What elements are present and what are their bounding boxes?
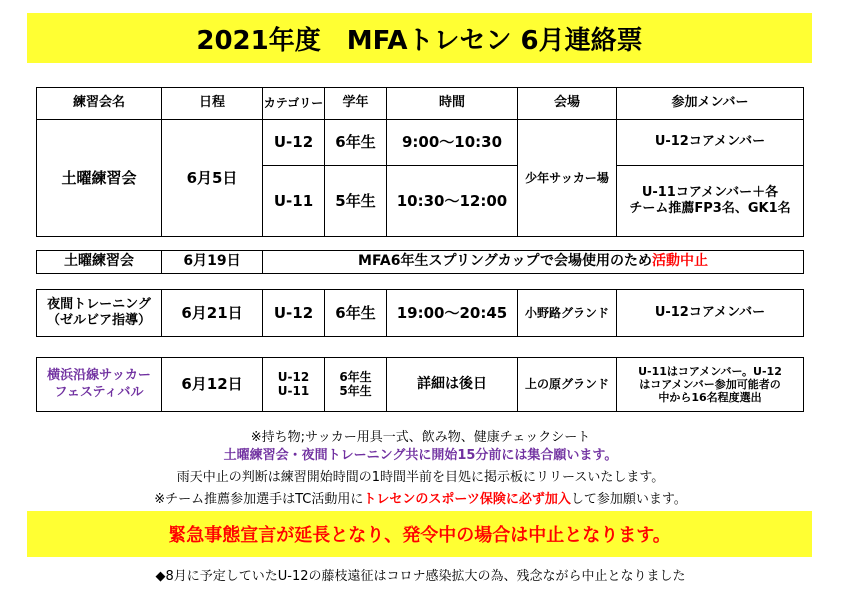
header-venue: 会場 [517, 87, 617, 120]
cancel-status: 活動中止 [651, 253, 708, 270]
block4-members [616, 357, 804, 412]
block3-time: 19:00～20:45 [386, 289, 518, 337]
members-line: チーム推薦FP3名、GK1名 [629, 201, 791, 216]
note-cancel: ◆8月に予定していたU-12の藤枝遠征はコロナ感染拡大の為、残念ながら中止となりました [155, 569, 686, 584]
insurance-prefix: ※チーム推薦参加選手はTC活動用に [154, 492, 364, 507]
members-line: 中から16名程度選出 [658, 391, 762, 405]
block1-row1-time: 9:00～10:30 [386, 119, 518, 166]
insurance-emphasis: トレセンのスポーツ保険に必ず加入 [363, 492, 571, 507]
name-line: フェスティバル [54, 384, 144, 400]
block1-row2-members [616, 165, 804, 237]
block1-row2-category: U-11 [262, 165, 325, 237]
category-line: U-11 [277, 383, 310, 398]
block2-message [262, 250, 804, 274]
block1-date: 6月5日 [161, 119, 263, 237]
note-gather: 土曜練習会・夜間トレーニング共に開始15分前には集合願います。 [223, 448, 618, 463]
header-grade: 学年 [324, 87, 387, 120]
members-line: はコアメンバー参加可能者の [639, 377, 781, 391]
name-line: 横浜沿線サッカー [47, 368, 151, 384]
header-practice-name: 練習会名 [36, 87, 162, 120]
block1-row1-category: U-12 [262, 119, 325, 166]
header-category: カテゴリー [262, 87, 325, 120]
page-title: 2021年度 MFAトレセン 6月連絡票 [27, 13, 812, 63]
block4-category [262, 357, 325, 412]
block3-category: U-12 [262, 289, 325, 337]
note-insurance [0, 488, 841, 507]
block4-name [36, 357, 162, 412]
block4-venue: 上の原グランド [517, 357, 617, 412]
block4-grade [324, 357, 387, 412]
note-items: ※持ち物;サッカー用具一式、飲み物、健康チェックシート [250, 430, 591, 445]
block1-row1-members: U-12コアメンバー [616, 119, 804, 166]
category-line: U-12 [277, 369, 310, 384]
insurance-suffix: して参加願います。 [570, 492, 687, 507]
cancel-message: MFA6年生スプリングカップで会場使用のため [358, 253, 652, 270]
block1-row2-time: 10:30～12:00 [386, 165, 518, 237]
note-rain: 雨天中止の判断は練習開始時間の1時間半前を目処に掲示板にリリースいたします。 [176, 470, 665, 485]
block1-row1-grade: 6年生 [324, 119, 387, 166]
members-line: U-11はコアメンバー。U-12 [638, 364, 782, 378]
header-members: 参加メンバー [616, 87, 804, 120]
header-time: 時間 [386, 87, 518, 120]
grade-line: 6年生 [339, 369, 372, 384]
block4-time: 詳細は後日 [386, 357, 518, 412]
block3-members: U-12コアメンバー [616, 289, 804, 337]
block2-date: 6月19日 [161, 250, 263, 274]
block3-date: 6月21日 [161, 289, 263, 337]
block1-name: 土曜練習会 [36, 119, 162, 237]
name-line: 夜間トレーニング [47, 296, 151, 312]
block3-grade: 6年生 [324, 289, 387, 337]
block4-date: 6月12日 [161, 357, 263, 412]
block1-row2-grade: 5年生 [324, 165, 387, 237]
members-line: U-11コアメンバー＋各 [641, 184, 779, 200]
header-date: 日程 [161, 87, 263, 120]
grade-line: 5年生 [339, 383, 372, 398]
block1-venue: 少年サッカー場 [517, 119, 617, 237]
block3-name [36, 289, 162, 337]
block3-venue: 小野路グランド [517, 289, 617, 337]
block2-name: 土曜練習会 [36, 250, 162, 274]
emergency-banner: 緊急事態宣言が延長となり、発令中の場合は中止となります。 [27, 511, 812, 557]
name-line: （ゼルビア指導） [46, 313, 151, 328]
